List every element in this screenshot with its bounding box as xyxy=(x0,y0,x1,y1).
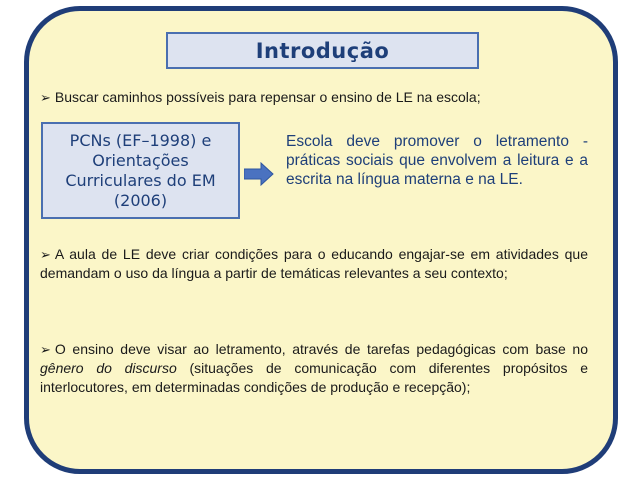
bullet-text-3b: (situações de comunicação com diferentes propósitos e interlocutores, em determinadas condições de produção e recepção); xyxy=(40,360,589,395)
bullet-item-1 xyxy=(40,88,588,107)
bullet-text-2: A aula de LE deve criar condições para o educando engajar-se em atividades que demandam o uso da língua a partir de temáticas relevantes a seu contexto; xyxy=(40,246,588,281)
bullet-item-2 xyxy=(40,245,588,283)
right-arrow-icon xyxy=(244,162,274,186)
bullet-text-3a: O ensino deve visar ao letramento, através de tarefas pedagógicas com base no xyxy=(54,341,588,357)
arrow-bullet-icon: ➢ xyxy=(40,90,51,105)
slide-frame xyxy=(24,6,618,474)
arrow-bullet-icon: ➢ xyxy=(40,247,51,262)
arrow-bullet-icon: ➢ xyxy=(40,342,51,357)
bullet-item-3 xyxy=(40,340,588,397)
bullet-text-1: Buscar caminhos possíveis para repensar o ensino de LE na escola; xyxy=(54,89,481,105)
letramento-statement: Escola deve promover o letramento - práticas sociais que envolvem a leitura e a escrita na língua materna e na LE. xyxy=(286,133,588,188)
slide-title: Introdução xyxy=(166,32,479,69)
genre-term: gênero do discurso xyxy=(40,360,177,376)
pcn-reference-box: PCNs (EF–1998) e Orientações Curriculares do EM (2006) xyxy=(41,122,240,219)
